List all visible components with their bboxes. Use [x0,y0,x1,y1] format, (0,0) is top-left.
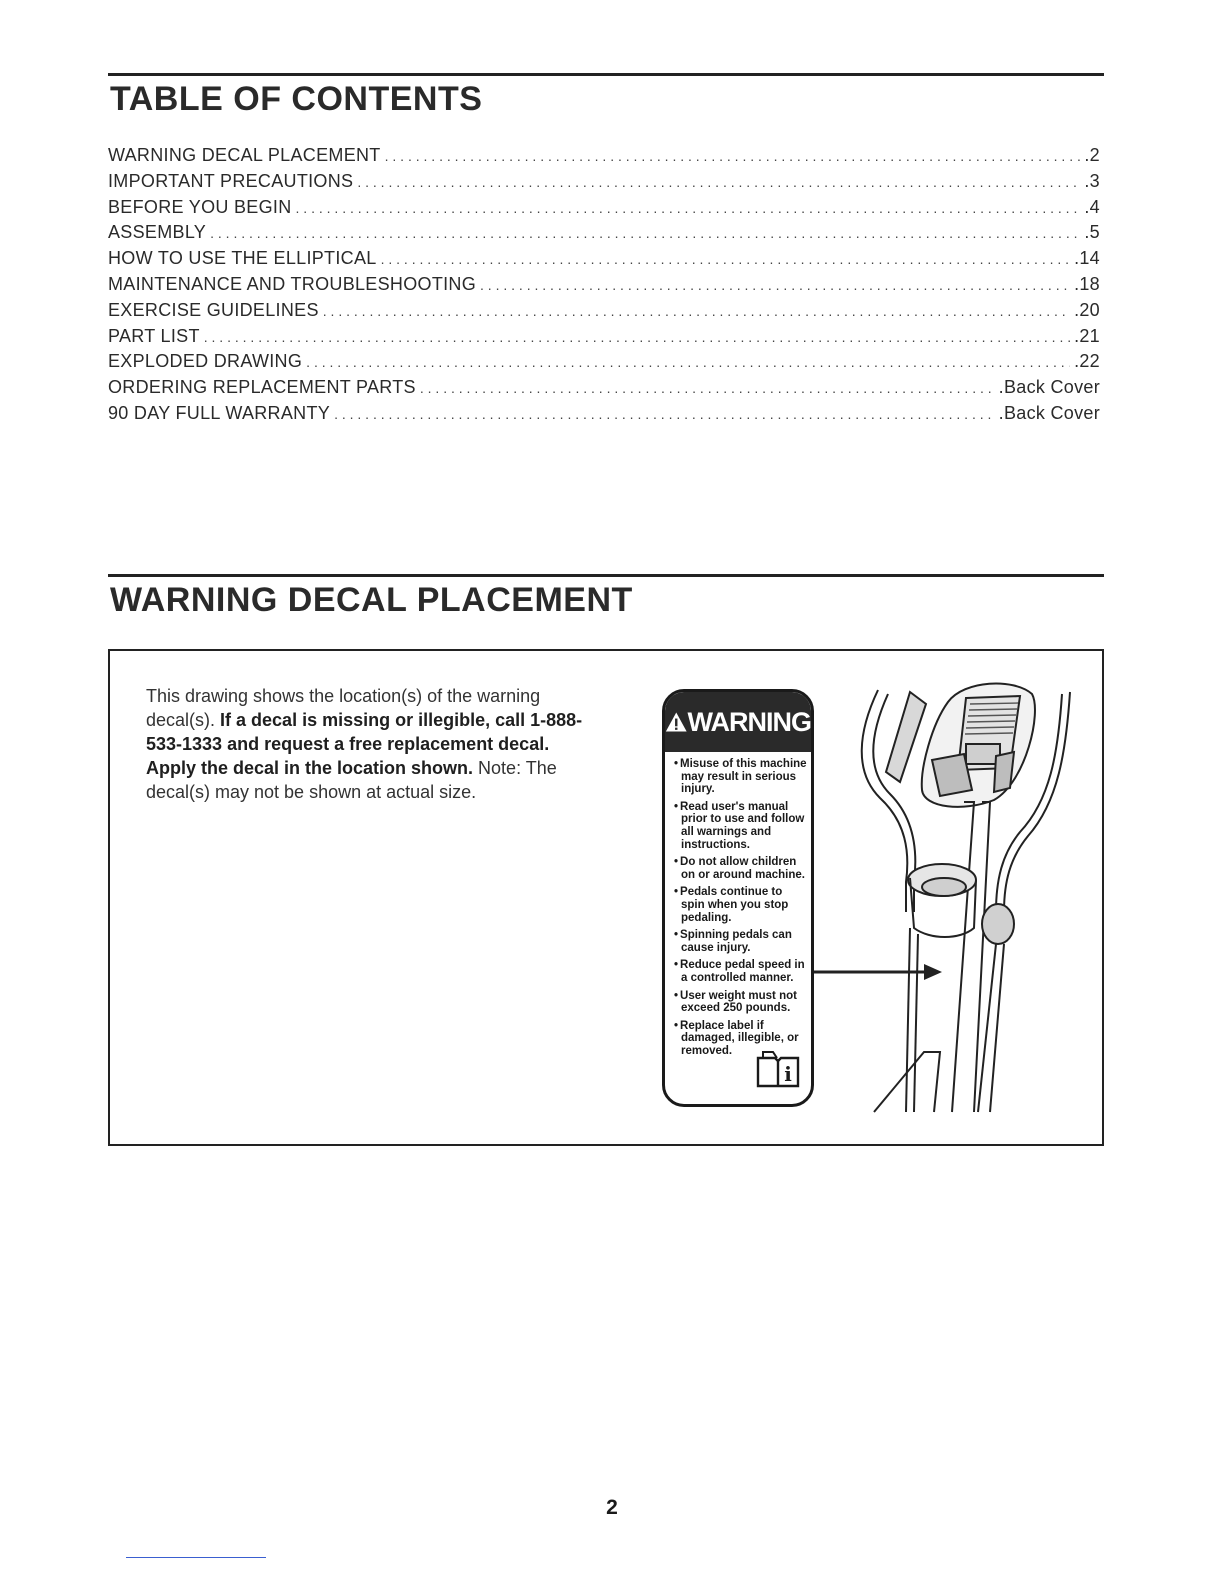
page-number: 2 [606,1496,618,1519]
read-manual-book-icon [755,1048,801,1088]
warning-section-title: WARNING DECAL PLACEMENT [110,581,633,619]
toc-entry[interactable]: HOW TO USE THE ELLIPTICAL . . . .14 [108,248,1100,274]
elliptical-machine-illustration [814,672,1084,1122]
footer-underline [126,1557,266,1558]
warning-decal-header [665,692,811,752]
toc-entry[interactable]: ASSEMBLY . . . .5 [108,222,1100,248]
warning-decal-heading: WARNING [687,706,811,737]
warning-decal-item: • Reduce pedal speed in a controlled manner. [673,959,807,984]
toc-entry[interactable]: PART LIST . . . .21 [108,326,1100,352]
warning-decal-item: • Misuse of this machine may result in serious injury. [673,758,807,796]
toc-entry[interactable]: EXERCISE GUIDELINES . . . .20 [108,300,1100,326]
warning-decal [662,689,814,1107]
warning-decal-item: • Replace label if damaged, illegible, or removed. [673,1020,807,1058]
mast [952,802,974,1112]
warning-decal-item: • User weight must not exceed 250 pounds. [673,990,807,1015]
toc-entry[interactable]: IMPORTANT PRECAUTIONS . . . .3 [108,171,1100,197]
toc-entry[interactable]: 90 DAY FULL WARRANTY . . . .Back Cover [108,403,1100,429]
warning-top-rule [108,574,1104,577]
toc-title: TABLE OF CONTENTS [110,80,483,118]
warning-decal-item: • Do not allow children on or around machine. [673,856,807,881]
toc-list [108,145,1100,429]
warning-decal-item: • Pedals continue to spin when you stop pedaling. [673,886,807,924]
toc-entry[interactable]: WARNING DECAL PLACEMENT . . . .2 [108,145,1100,171]
book-letter: i [784,1062,792,1086]
warning-triangle-icon [665,710,688,734]
toc-top-rule [108,73,1104,76]
toc-entry[interactable]: BEFORE YOU BEGIN . . . .4 [108,197,1100,223]
toc-entry[interactable]: MAINTENANCE AND TROUBLESHOOTING . . . .18 [108,274,1100,300]
toc-entry[interactable]: ORDERING REPLACEMENT PARTS . . . .Back Cover [108,377,1100,403]
decal-intro-text: This drawing shows the location(s) of the warning decal(s). If a decal is missing or illegible, call 1-888-533-1333 and request a free replacement decal. Apply the decal in the location shown. Note: The decal(s) may not be shown at actual size. [146,686,583,802]
warning-decal-list [665,758,811,1057]
warning-decal-item: • Read user's manual prior to use and follow all warnings and instructions. [673,801,807,851]
toc-entry[interactable]: EXPLODED DRAWING . . . .22 [108,351,1100,377]
warning-decal-item: • Spinning pedals can cause injury. [673,929,807,954]
